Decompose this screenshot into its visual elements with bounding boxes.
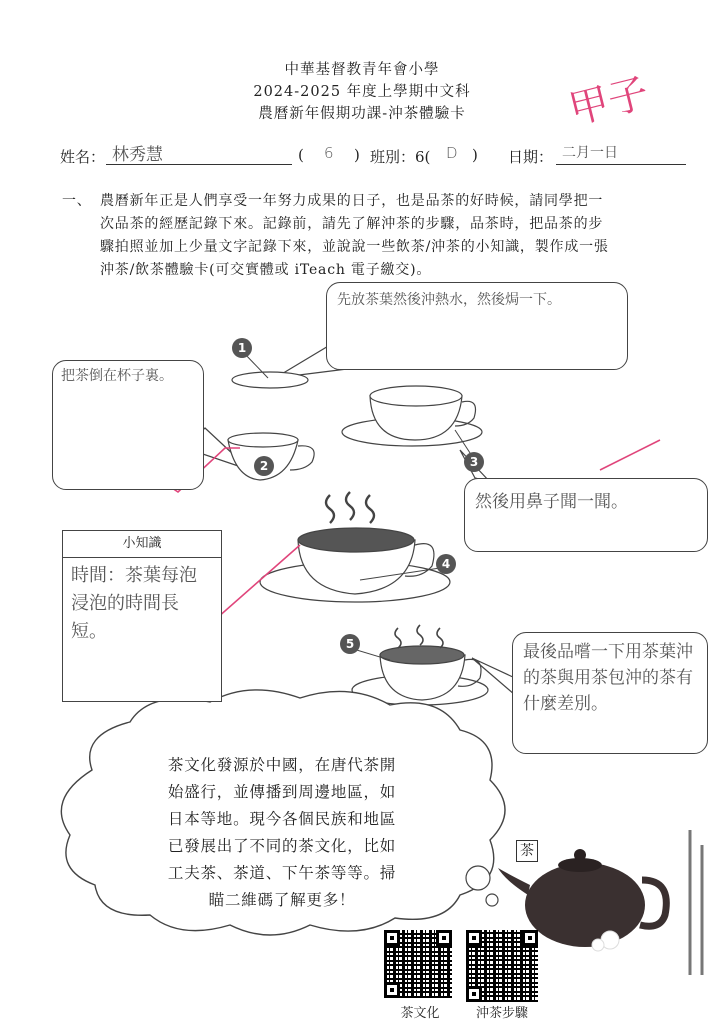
step-badge-3: 3	[464, 452, 484, 472]
qr-finder	[384, 982, 400, 998]
step-5-callout	[512, 632, 708, 754]
qr-label-tea-culture: 茶文化	[400, 1006, 440, 1021]
class-close: )	[472, 146, 478, 164]
cloud-line: 始盛行，並傳播到周邊地區，如	[167, 783, 397, 801]
cloud-line: 工夫茶、茶道、下午茶等等。掃	[167, 864, 397, 882]
qr-finder	[384, 930, 400, 946]
qr-code-brewing-steps[interactable]	[466, 930, 538, 1002]
page-title: 農曆新年假期功課-沖茶體驗卡	[258, 106, 466, 122]
name-value[interactable]: 林秀慧	[112, 145, 163, 165]
instruction-line: 農曆新年正是人們享受一年努力成果的日子，也是品茶的好時候，請同學把一	[100, 193, 604, 209]
number-value[interactable]: 6	[324, 144, 334, 162]
step-2-callout	[52, 360, 204, 490]
knowledge-title: 小知識	[63, 531, 221, 558]
tea-culture-text	[92, 752, 472, 914]
cloud-line: 茶文化發源於中國，在唐代茶開	[167, 756, 397, 774]
step-badge-5: 5	[340, 634, 360, 654]
step-badge-2: 2	[254, 456, 274, 476]
grade-mark: 甲子	[564, 69, 654, 134]
class-value[interactable]: D	[446, 144, 458, 162]
step-1-callout	[326, 282, 628, 370]
qr-label-brewing-steps: 沖茶步驟	[475, 1006, 528, 1021]
qr-finder	[522, 930, 538, 946]
knowledge-text[interactable]: 時間：茶葉每泡浸泡的時間長短。	[71, 565, 197, 642]
step-5-text[interactable]: 最後品嚐一下用茶葉沖的茶與用茶包沖的茶有什麼差別。	[523, 642, 693, 714]
class-label: 班別：6(	[370, 148, 431, 166]
cloud-line: 日本等地。現今各個民族和地區	[167, 810, 397, 828]
number-close: )	[354, 146, 360, 164]
tea-badge: 茶	[516, 840, 538, 862]
instruction-line: 次品茶的經歷記錄下來。記錄前，請先了解沖茶的步驟，品茶時，把品茶的步	[100, 216, 604, 232]
name-label: 姓名：	[60, 148, 106, 166]
qr-code-tea-culture[interactable]	[384, 930, 452, 998]
school-name: 中華基督教青年會小學	[284, 62, 440, 78]
qr-finder	[436, 930, 452, 946]
saucer-1	[232, 372, 308, 388]
step-2-text[interactable]: 把茶倒在杯子裏。	[61, 368, 173, 384]
bamboo-decoration	[690, 830, 702, 975]
term-line: 2024-2025 年度上學期中文科	[253, 84, 471, 100]
cloud-line: 已發展出了不同的茶文化，比如	[167, 837, 397, 855]
step-3-callout	[464, 478, 708, 552]
qr-finder	[466, 986, 482, 1002]
step-badge-4: 4	[436, 554, 456, 574]
instruction-line: 沖茶/飲茶體驗卡(可交實體或 iTeach 電子繳交)。	[100, 262, 432, 278]
date-value[interactable]: 二月一日	[562, 145, 618, 161]
date-label: 日期：	[508, 148, 554, 166]
number-open: (	[298, 146, 304, 164]
cloud-line: 瞄二維碼了解更多！	[208, 891, 356, 909]
step-1-text[interactable]: 先放茶葉然後沖熱水，然後焗一下。	[337, 292, 561, 308]
question-number: 一、	[62, 193, 92, 209]
knowledge-card	[62, 530, 222, 702]
instruction-line: 驟拍照並加上少量文字記錄下來，並說說一些飲茶/沖茶的小知識，製作成一張	[100, 239, 609, 255]
step-3-text[interactable]: 然後用鼻子聞一聞。	[475, 492, 628, 512]
qr-finder	[466, 930, 482, 946]
step-badge-1: 1	[232, 338, 252, 358]
